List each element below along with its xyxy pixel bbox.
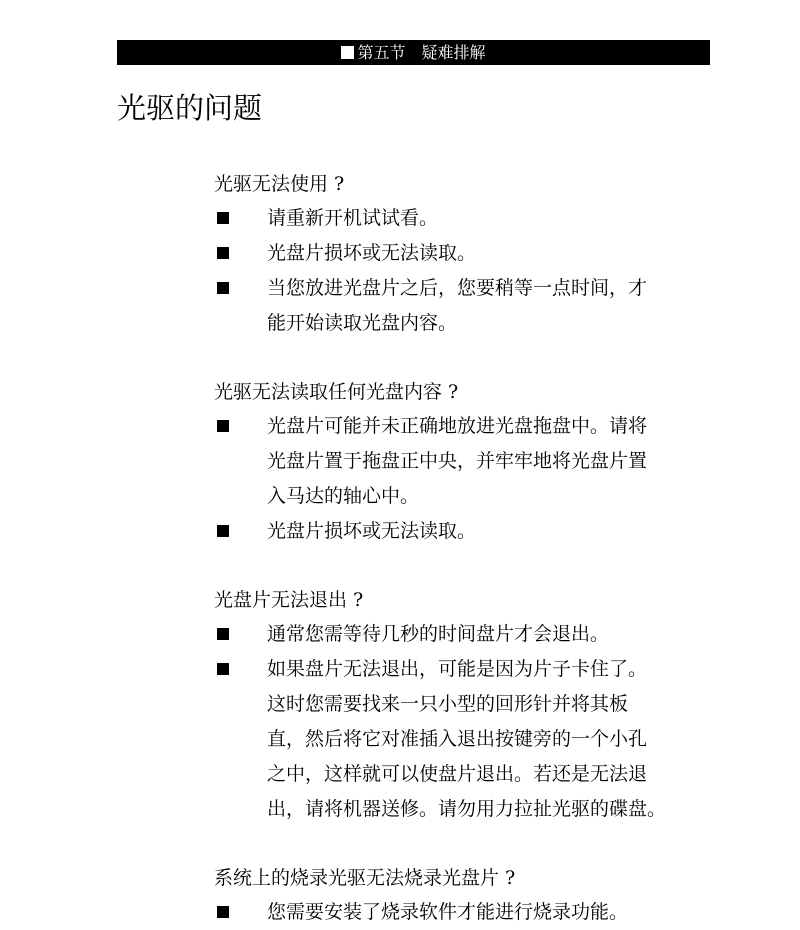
- bullet-text: 通常您需等待几秒的时间盘片才会退出。: [267, 623, 610, 645]
- bullet-text: 当您放进光盘片之后，您要稍等一点时间，才: [267, 277, 648, 299]
- bullet-text: 之中，这样就可以使盘片退出。若还是无法退: [267, 763, 648, 785]
- troubleshooting-content: [214, 167, 734, 930]
- bullet-item: [214, 514, 712, 549]
- square-bullet-icon: [217, 247, 229, 259]
- bullet-list: [214, 409, 734, 549]
- square-bullet-icon: [217, 906, 229, 918]
- bullet-text: 如果盘片无法退出，可能是因为片子卡住了。: [267, 658, 648, 680]
- square-bullet-icon: [217, 212, 229, 224]
- square-bullet-icon: [341, 46, 354, 59]
- faq-section: [214, 583, 734, 827]
- page-title: 光驱的问题: [117, 91, 263, 125]
- chapter-header-bar: [117, 40, 710, 65]
- bullet-item: [214, 271, 712, 341]
- bullet-item: [214, 617, 712, 652]
- square-bullet-icon: [217, 663, 229, 675]
- chapter-header-label: 第五节 疑难排解: [357, 43, 486, 62]
- square-bullet-icon: [217, 525, 229, 537]
- square-bullet-icon: [217, 420, 229, 432]
- bullet-text: 入马达的轴心中。: [267, 485, 420, 507]
- bullet-list: [214, 617, 734, 827]
- bullet-text: 光盘片可能并未正确地放进光盘拖盘中。请将: [267, 415, 648, 437]
- bullet-text: 光盘片损坏或无法读取。: [267, 242, 477, 264]
- section-heading: 光驱无法使用 ?: [214, 173, 345, 195]
- bullet-text: 出，请将机器送修。请勿用力拉扯光驱的碟盘。: [267, 798, 667, 820]
- bullet-text: 请重新开机试试看。: [267, 207, 439, 229]
- bullet-list: [214, 201, 734, 341]
- bullet-list: [214, 895, 734, 930]
- bullet-text: 您需要安装了烧录软件才能进行烧录功能。: [267, 901, 629, 923]
- bullet-item: [214, 201, 712, 236]
- bullet-item: [214, 895, 712, 930]
- bullet-item: [214, 409, 712, 514]
- bullet-text: 光盘片置于拖盘正中央，并牢牢地将光盘片置: [267, 450, 648, 472]
- bullet-text: 这时您需要找来一只小型的回形针并将其板: [267, 693, 629, 715]
- bullet-text: 光盘片损坏或无法读取。: [267, 520, 477, 542]
- section-heading: 光盘片无法退出 ?: [214, 589, 364, 611]
- bullet-item: [214, 652, 712, 827]
- bullet-item: [214, 236, 712, 271]
- faq-section: [214, 167, 734, 341]
- faq-section: [214, 861, 734, 930]
- square-bullet-icon: [217, 282, 229, 294]
- section-heading: 系统上的烧录光驱无法烧录光盘片 ?: [214, 867, 516, 889]
- bullet-text: 能开始读取光盘内容。: [267, 312, 458, 334]
- square-bullet-icon: [217, 628, 229, 640]
- section-heading: 光驱无法读取任何光盘内容 ?: [214, 381, 459, 403]
- bullet-text: 直，然后将它对准插入退出按键旁的一个小孔: [267, 728, 648, 750]
- faq-section: [214, 375, 734, 549]
